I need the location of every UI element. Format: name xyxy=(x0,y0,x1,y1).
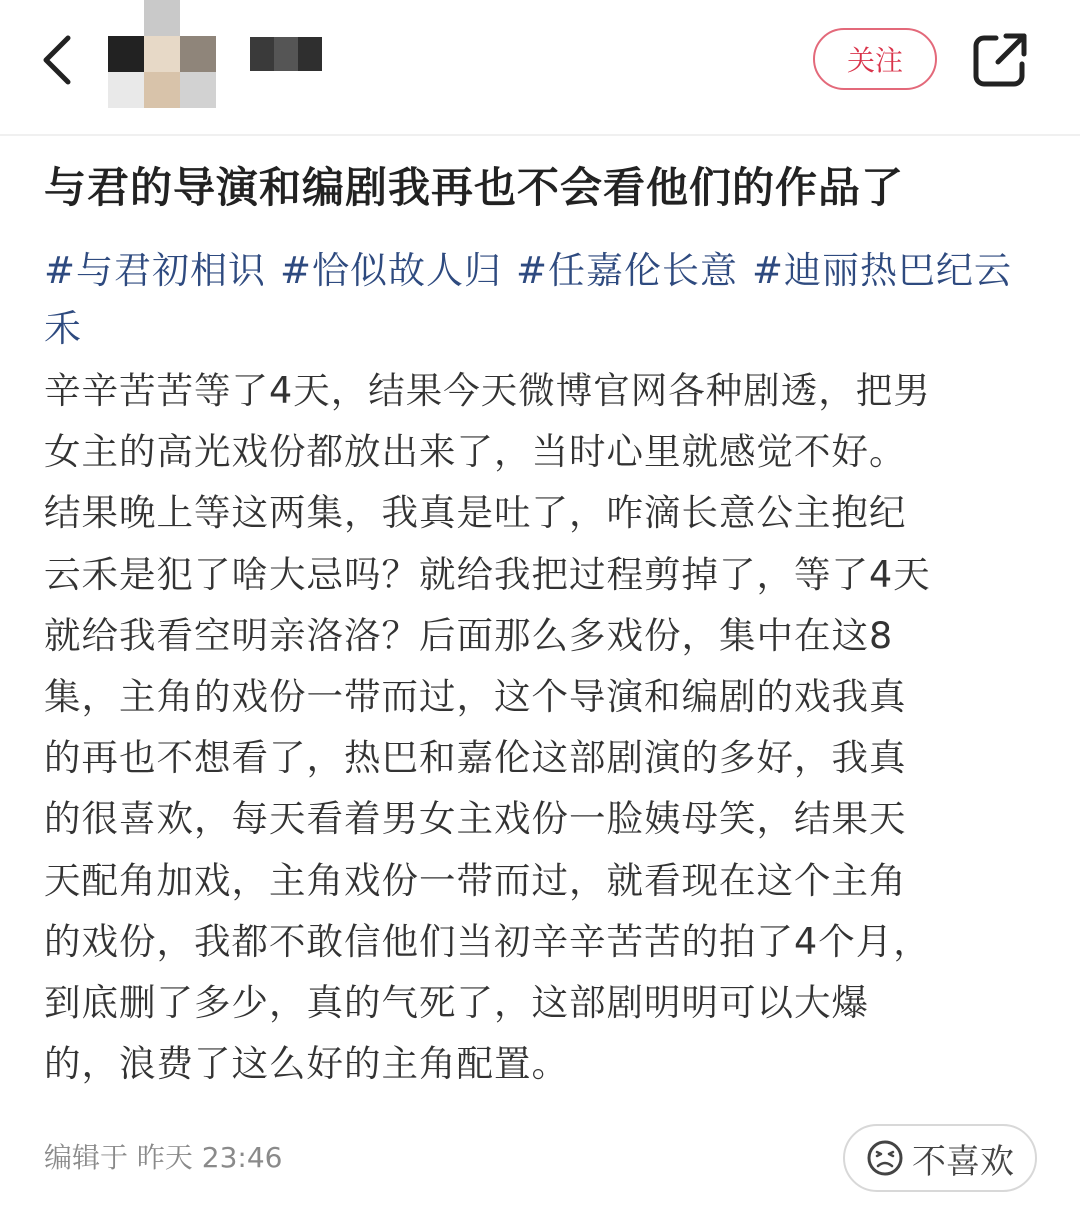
dislike-button[interactable] xyxy=(843,1124,1037,1192)
topic-tags xyxy=(44,242,1034,358)
body-line: 的，浪费了这么好的主角配置。 xyxy=(44,1042,569,1086)
back-button[interactable] xyxy=(30,28,86,92)
unhappy-face-icon xyxy=(866,1139,904,1177)
share-icon xyxy=(970,30,1030,90)
body-line: 的很喜欢，每天看着男女主戏份一脸姨母笑，结果天 xyxy=(44,797,907,841)
chevron-left-icon xyxy=(38,32,78,88)
body-line: 女主的高光戏份都放出来了，当时心里就感觉不好。 xyxy=(44,430,907,474)
topic-tag[interactable]: #与君初相识 xyxy=(44,249,267,292)
body-line: 集，主角的戏份一带而过，这个导演和编剧的戏我真 xyxy=(44,675,907,719)
post-title: 与君的导演和编剧我再也不会看他们的作品了 xyxy=(44,163,905,212)
avatar[interactable] xyxy=(108,0,216,108)
topic-tag[interactable]: #迪丽热巴纪云禾 xyxy=(44,249,1013,350)
edited-timestamp: 编辑于 昨天 23:46 xyxy=(44,1141,283,1174)
topic-tag[interactable]: #恰似故人归 xyxy=(280,249,503,292)
top-bar xyxy=(0,0,1080,136)
dislike-label: 不喜欢 xyxy=(912,1141,1014,1182)
body-line: 的再也不想看了，热巴和嘉伦这部剧演的多好，我真 xyxy=(44,736,907,780)
username-redacted[interactable] xyxy=(250,37,322,71)
topic-tag[interactable]: #任嘉伦长意 xyxy=(516,249,739,292)
body-line: 辛辛苦苦等了4天，结果今天微博官网各种剧透，把男 xyxy=(44,369,931,412)
body-line: 云禾是犯了啥大忌吗？就给我把过程剪掉了，等了4天 xyxy=(44,552,931,596)
body-line: 天配角加戏，主角戏份一带而过，就看现在这个主角 xyxy=(44,858,907,902)
body-line: 的戏份，我都不敢信他们当初辛辛苦苦的拍了4个月， xyxy=(44,919,931,963)
body-line: 就给我看空明亲洛洛？后面那么多戏份，集中在这8 xyxy=(44,613,894,657)
post-body xyxy=(44,360,1044,1094)
follow-button[interactable]: 关注 xyxy=(813,28,937,90)
body-line: 结果晚上等这两集，我真是吐了，咋滴长意公主抱纪 xyxy=(44,491,907,535)
share-button[interactable] xyxy=(970,30,1030,90)
body-line: 到底删了多少，真的气死了，这部剧明明可以大爆 xyxy=(44,981,869,1025)
